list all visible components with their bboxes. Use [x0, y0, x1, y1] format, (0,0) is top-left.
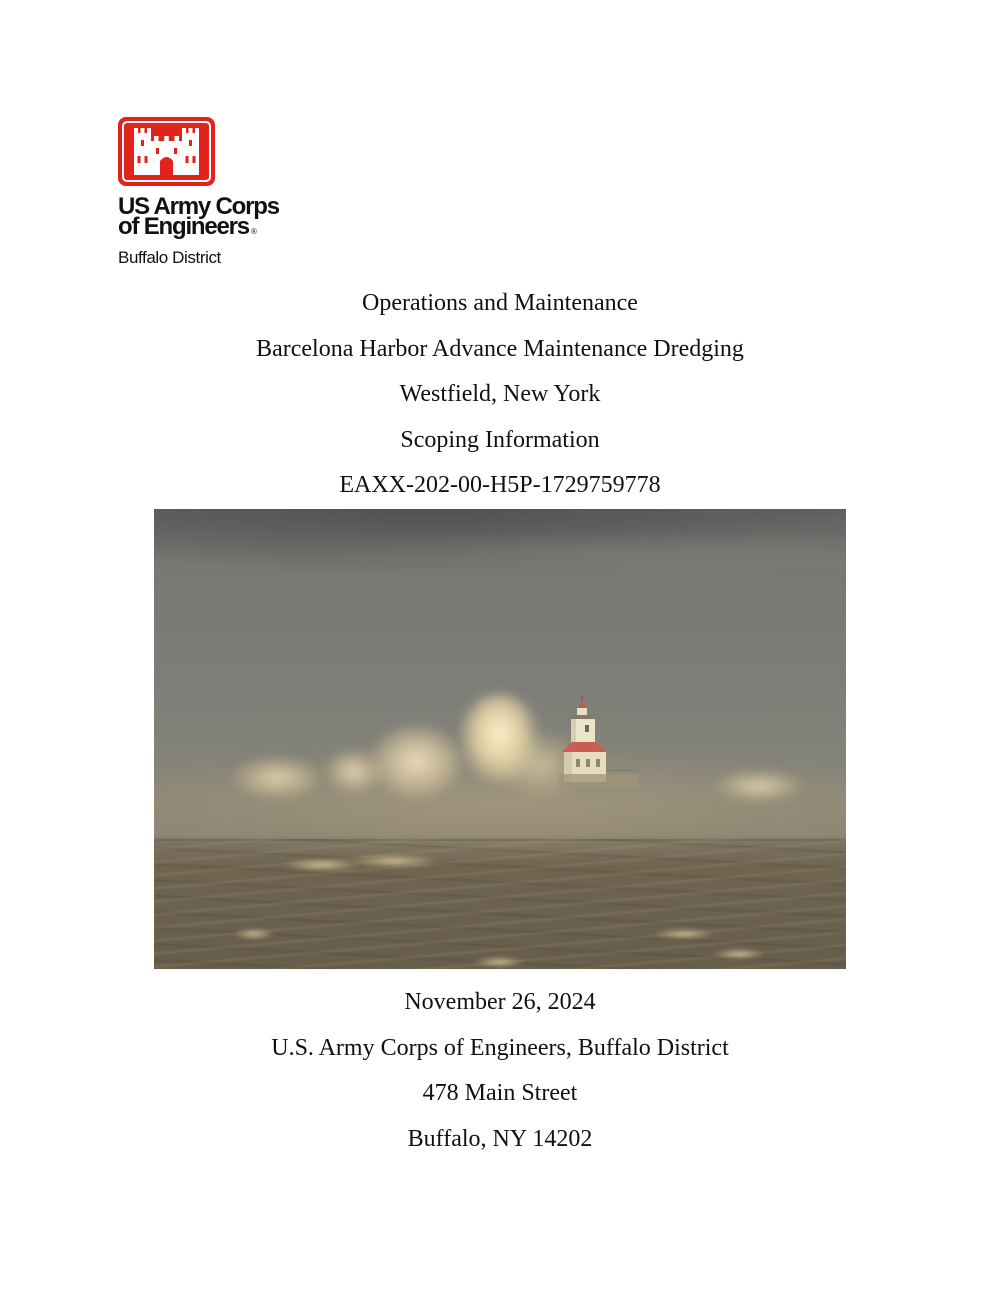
- title-program: Operations and Maintenance: [362, 290, 638, 316]
- logo-name-line1: US Army Corps: [118, 193, 279, 220]
- registered-mark: ®: [250, 227, 257, 236]
- organization-name: U.S. Army Corps of Engineers, Buffalo District: [271, 1034, 729, 1061]
- footer-block: [0, 980, 1000, 1162]
- photo-whitecap: [474, 957, 524, 967]
- photo-whitecap: [234, 929, 274, 939]
- photo-whitecap: [284, 859, 359, 871]
- title-location: Westfield, New York: [399, 381, 601, 407]
- castle-icon: [134, 128, 199, 175]
- city-state-zip: Buffalo, NY 14202: [407, 1125, 593, 1152]
- photo-whitecap: [654, 929, 714, 939]
- usace-logo: [118, 117, 318, 268]
- cover-photo: [154, 509, 846, 969]
- photo-cloud-band: [274, 529, 846, 569]
- title-document-type: Scoping Information: [400, 426, 600, 453]
- logo-name-line2-text: of Engineers: [118, 213, 249, 240]
- title-block: [0, 281, 1000, 509]
- photo-whitecap: [714, 949, 764, 959]
- title-document-id: EAXX-202-00-H5P-1729759778: [339, 472, 661, 498]
- photo-wave-spray: [459, 694, 539, 784]
- lighthouse-icon: [558, 692, 638, 787]
- photo-wave-spray: [369, 724, 464, 799]
- street-address: 478 Main Street: [422, 1080, 578, 1106]
- logo-district: Buffalo District: [118, 248, 221, 267]
- publication-date: November 26, 2024: [404, 989, 596, 1015]
- photo-whitecap: [349, 855, 439, 867]
- title-project: Barcelona Harbor Advance Maintenance Dredging: [256, 335, 744, 362]
- photo-wave-spray: [714, 771, 804, 801]
- logo-organization-name: [118, 193, 318, 242]
- logo-badge: [118, 117, 215, 186]
- photo-wave-spray: [232, 757, 322, 799]
- logo-name-line2: [118, 213, 318, 242]
